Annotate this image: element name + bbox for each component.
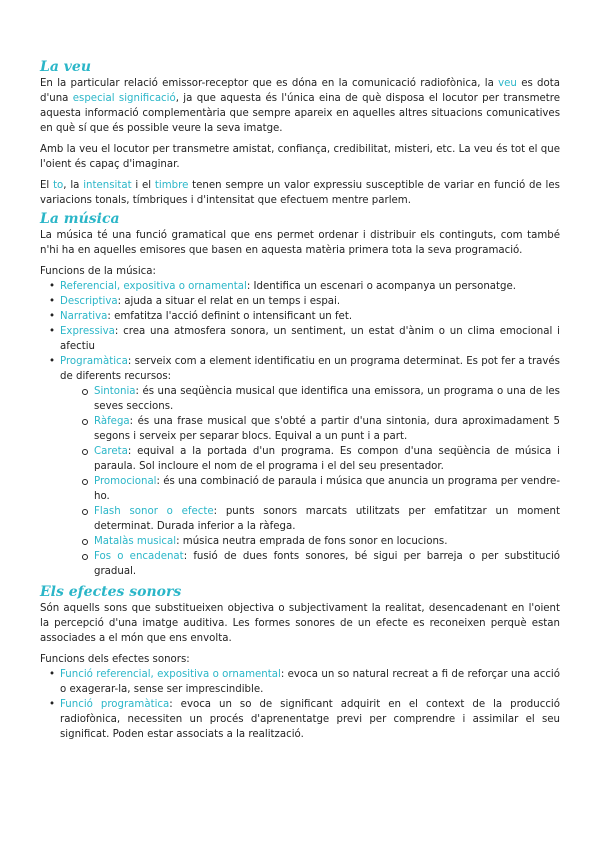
section-title-la-veu: La veu xyxy=(40,59,92,75)
item-text: : és una frase musical que s'obté a partir d'una sintonia, dura aproximadament 5 segons i serveix per separar blocs. Equival a un punt i a part. xyxy=(94,416,560,442)
list-intro-efectes: Funcions dels efectes sonors: xyxy=(40,654,190,665)
item-term: Narrativa xyxy=(60,311,108,322)
item-term: Promocional xyxy=(94,476,157,487)
item-term: Programàtica xyxy=(60,356,128,367)
item-text: : serveix com a element identificatiu en un programa determinat. Es pot fer a través de diferents recursos: xyxy=(60,356,560,382)
section-title-la-musica: La música xyxy=(40,211,120,227)
sublist-item xyxy=(60,444,560,474)
section-title-efectes-sonors: Els efectes sonors xyxy=(40,584,182,600)
item-term: Funció referencial, expositiva o ornamental xyxy=(60,669,281,680)
text: i el xyxy=(131,180,155,191)
sublist-item xyxy=(60,384,560,414)
section-efectes-sonors xyxy=(40,583,560,742)
item-term: Matalàs musical xyxy=(94,536,177,547)
sublist-item xyxy=(60,534,560,549)
item-text: : és una combinació de paraula i música que anuncia un programa per vendre-ho. xyxy=(94,476,560,502)
paragraph-efectes-1: Són aquells sons que substitueixen objectiva o subjectivament la realitat, desencadenant en l'oient la percepció d'una imatge auditiva. Les formes sonores de un efecte es reconeixen perquè estan associades a el món que ens envolta. xyxy=(40,603,560,644)
item-text: : punts sonors marcats utilitzats per emfatitzar un moment determinat. Durada inferior a la ràfega. xyxy=(94,506,560,532)
highlight-term: especial significació xyxy=(72,93,176,104)
item-term: Flash sonor o efecte xyxy=(94,506,214,517)
paragraph-veu-2: Amb la veu el locutor per transmetre amistat, confiança, credibilitat, misteri, etc. La veu és tot el que l'oient és capaç d'imaginar. xyxy=(40,144,560,170)
list-intro-musica: Funcions de la música: xyxy=(40,266,156,277)
list-funcions-musica xyxy=(40,279,560,579)
sublist-recursos xyxy=(80,384,560,579)
list-item xyxy=(40,697,560,742)
section-la-veu xyxy=(40,58,560,208)
item-text: : és una seqüència musical que identifica una emissora, un programa o una de les seves seccions. xyxy=(94,386,560,412)
text: En la particular relació emissor-receptor que es dóna en la comunicació radiofònica, la xyxy=(40,78,499,89)
item-text: : emfatitza l'acció definint o intensificant un fet. xyxy=(107,311,353,322)
list-item xyxy=(40,279,560,294)
item-text: : evoca un so de significant adquirit en el context de la producció radiofònica, necessiten un procés d'aprenentatge previ per comprendre i assimilar el seu significat. Poden estar associats a la realització. xyxy=(60,699,560,740)
text: tenen sempre un valor expressiu susceptible de variar en funció de les variacions tonals, tímbriques i d'intensitat que efectuem mentre parlem. xyxy=(40,180,560,206)
text: El xyxy=(40,180,54,191)
sublist-item xyxy=(60,474,560,504)
sublist-item xyxy=(60,549,560,579)
item-text: : evoca un so natural recreat a fi de reforçar una acció o exagerar-la, sense ser imprescindible. xyxy=(60,669,560,695)
item-text: : fusió de dues fonts sonores, bé sigui per barreja o per substitució gradual. xyxy=(94,551,561,577)
item-term: Expressiva xyxy=(60,326,115,337)
paragraph-veu-1 xyxy=(40,76,560,136)
item-text: : ajuda a situar el relat en un temps i espai. xyxy=(117,296,341,307)
item-text: : música neutra emprada de fons sonor en locucions. xyxy=(176,536,448,547)
text: , ja que aquesta és l'única eina de què disposa el locutor per transmetre aquesta informació complementària que sempre apareix en aquelles altres situacions comunicatives en què sí que és possible veure la seva imatge. xyxy=(40,93,561,134)
list-item xyxy=(40,354,560,579)
item-term: Referencial, expositiva o ornamental xyxy=(60,281,247,292)
item-term: Sintonia xyxy=(94,386,136,397)
list-item xyxy=(40,667,560,697)
text: , la xyxy=(63,180,84,191)
item-term: Careta xyxy=(94,446,128,457)
list-item xyxy=(40,294,560,309)
paragraph-veu-3 xyxy=(40,178,560,208)
sublist-item xyxy=(60,504,560,534)
list-funcions-efectes xyxy=(40,667,560,742)
highlight-term: veu xyxy=(498,78,517,89)
item-term: Fos o encadenat xyxy=(94,551,184,562)
item-text: : Identifica un escenari o acompanya un personatge. xyxy=(246,281,517,292)
highlight-term: intensitat xyxy=(83,180,132,191)
item-term: Descriptiva xyxy=(60,296,118,307)
sublist-item xyxy=(60,414,560,444)
paragraph-musica-1: La música té una funció gramatical que ens permet ordenar i distribuir els continguts, com també n'hi ha en aquelles emisores que basen en aquesta matèria primera tota la seva programació. xyxy=(40,230,560,256)
section-la-musica xyxy=(40,210,560,579)
list-item xyxy=(40,324,560,354)
highlight-term: to xyxy=(53,180,64,191)
item-term: Funció programàtica xyxy=(60,699,170,710)
item-term: Ràfega xyxy=(94,416,130,427)
list-item xyxy=(40,309,560,324)
highlight-term: timbre xyxy=(154,180,189,191)
text: es dota d'una xyxy=(40,78,560,104)
item-text: : equival a la portada d'un programa. Es compon d'una seqüència de música i paraula. Sol incloure el nom de el programa i el del seu presentador. xyxy=(94,446,560,472)
item-text: : crea una atmosfera sonora, un sentiment, un estat d'ànim o un clima emocional i afectiu xyxy=(60,326,560,352)
